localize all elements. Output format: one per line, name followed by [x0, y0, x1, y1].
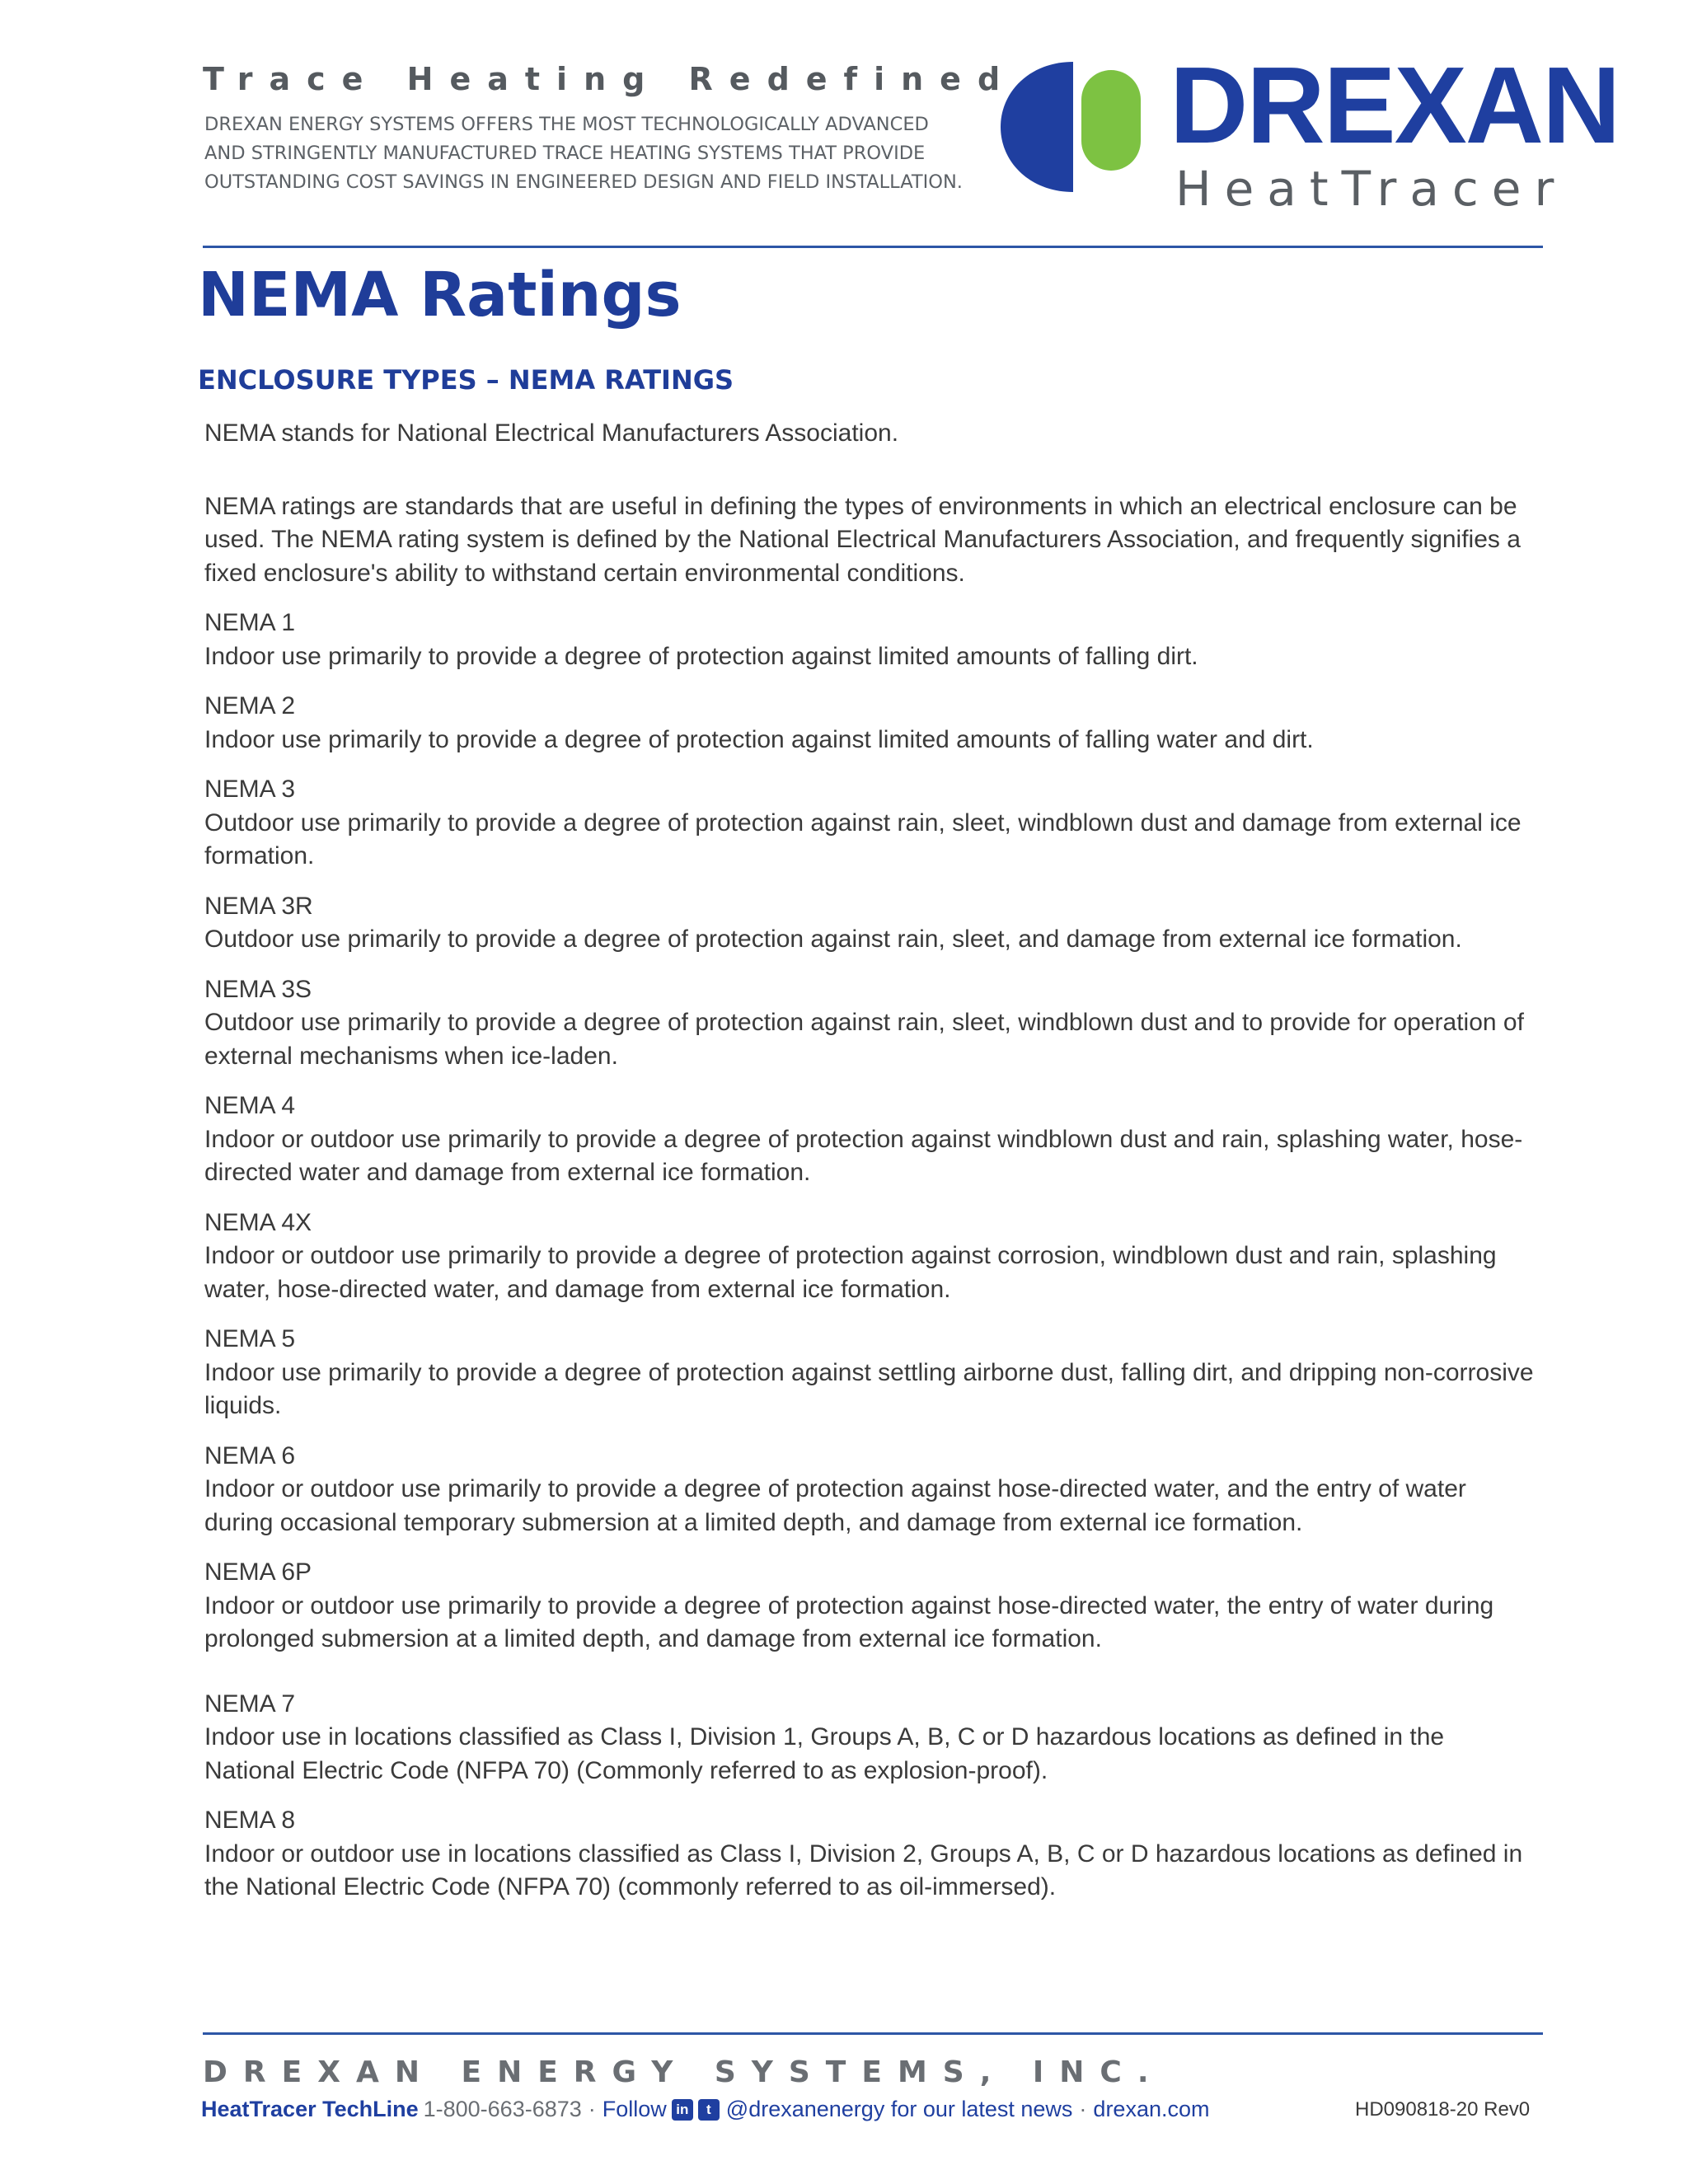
rating-description: Outdoor use primarily to provide a degree of protection against rain, sleet, windblown dust and damage from external ice formation. — [204, 808, 1522, 869]
rating-name: NEMA 8 — [204, 1807, 296, 1834]
footer-handle[interactable]: @drexanenergy for our latest news — [725, 2097, 1073, 2121]
footer-separator: · — [588, 2097, 596, 2121]
page-title: NEMA Ratings — [198, 260, 682, 330]
rating-name: NEMA 7 — [204, 1690, 296, 1718]
rating-name: NEMA 1 — [204, 609, 296, 636]
rating-description: Indoor use in locations classified as Class I, Division 1, Groups A, B, C or D hazardous locations as defined in the National Electric Code (NFPA 70) (Commonly referred to as explosion-proof). — [204, 1723, 1445, 1784]
rating-name: NEMA 6 — [204, 1441, 296, 1469]
logo-wordmark: DREXAN — [1170, 45, 1620, 166]
header-intro — [204, 110, 963, 197]
logo-subtitle: HeatTracer — [1175, 161, 1568, 217]
footer-phone: 1-800-663-6873 — [423, 2097, 582, 2121]
drexan-logo — [1001, 45, 1620, 221]
rating-description: Indoor or outdoor use primarily to provide a degree of protection against windblown dust and rain, splashing water, hose-directed water and damage from external ice formation. — [204, 1125, 1523, 1186]
footer-divider — [203, 2032, 1543, 2035]
section-heading: ENCLOSURE TYPES – NEMA RATINGS — [198, 364, 734, 396]
rating-name: NEMA 2 — [204, 692, 296, 719]
twitter-icon[interactable]: t — [698, 2099, 720, 2121]
intro-paragraph: NEMA ratings are standards that are useful in defining the types of environments in which an electrical enclosure can be used. The NEMA rating system is defined by the National Electrical Manufacturers Association, and frequently signifies a fixed enclosure's ability to withstand certain environmental conditions. — [204, 492, 1521, 587]
rating-name: NEMA 3S — [204, 975, 312, 1003]
rating-item — [204, 1207, 1540, 1307]
header-intro-line: AND STRINGENTLY MANUFACTURED TRACE HEATING SYSTEMS THAT PROVIDE — [204, 143, 926, 164]
footer-company-name: DREXAN ENERGY SYSTEMS, INC. — [203, 2055, 1165, 2089]
rating-description: Indoor or outdoor use primarily to provide a degree of protection against corrosion, windblown dust and rain, splashing water, hose-directed water, and damage from external ice formation. — [204, 1242, 1497, 1303]
drexan-logo-icon — [1001, 59, 1149, 195]
header-intro-line: OUTSTANDING COST SAVINGS IN ENGINEERED DESIGN AND FIELD INSTALLATION. — [204, 171, 963, 193]
rating-name: NEMA 5 — [204, 1325, 296, 1352]
rating-item — [204, 690, 1540, 757]
intro-paragraph: NEMA stands for National Electrical Manufacturers Association. — [204, 419, 899, 447]
header-divider — [203, 246, 1543, 248]
rating-description: Indoor use primarily to provide a degree of protection against settling airborne dust, falling dirt, and dripping non-corrosive liquids. — [204, 1358, 1534, 1419]
rating-item — [204, 1804, 1540, 1905]
header-tagline: Trace Heating Redefined — [203, 61, 1017, 97]
rating-description: Indoor use primarily to provide a degree of protection against limited amounts of falling water and dirt. — [204, 725, 1314, 753]
rating-description: Outdoor use primarily to provide a degree of protection against rain, sleet, and damage from external ice formation. — [204, 926, 1462, 953]
rating-name: NEMA 4X — [204, 1208, 312, 1236]
rating-name: NEMA 3 — [204, 776, 296, 803]
rating-description: Indoor use primarily to provide a degree of protection against limited amounts of falling dirt. — [204, 642, 1198, 670]
rating-description: Indoor or outdoor use primarily to provide a degree of protection against hose-directed water, and the entry of water during occasional temporary submersion at a limited depth, and damage from external ice formation. — [204, 1475, 1466, 1536]
rating-description: Indoor or outdoor use primarily to provide a degree of protection against hose-directed water, the entry of water during prolonged submersion at a limited depth, and damage from external ice formation. — [204, 1591, 1494, 1652]
footer-website-link[interactable]: drexan.com — [1093, 2097, 1210, 2121]
footer-contact-line — [201, 2097, 1210, 2122]
rating-description: Indoor or outdoor use in locations classified as Class I, Division 2, Groups A, B, C or D hazardous locations as defined in the National Electric Code (NFPA 70) (commonly referred to as oil-immersed). — [204, 1840, 1523, 1900]
footer-follow-label: Follow — [602, 2097, 667, 2121]
document-id: HD090818-20 Rev0 — [1355, 2098, 1531, 2121]
rating-item — [204, 1090, 1540, 1190]
rating-item — [204, 973, 1540, 1074]
rating-name: NEMA 4 — [204, 1092, 296, 1119]
rating-name: NEMA 6P — [204, 1558, 312, 1586]
rating-item — [204, 1323, 1540, 1423]
linkedin-icon[interactable]: in — [672, 2099, 693, 2121]
header-intro-line: DREXAN ENERGY SYSTEMS OFFERS THE MOST TECHNOLOGICALLY ADVANCED — [204, 114, 929, 135]
rating-item — [204, 1440, 1540, 1540]
rating-item — [204, 1556, 1540, 1657]
rating-item — [204, 1688, 1540, 1788]
rating-name: NEMA 3R — [204, 892, 313, 920]
footer-separator: · — [1079, 2097, 1087, 2121]
rating-description: Outdoor use primarily to provide a degree of protection against rain, sleet, windblown dust and to provide for operation of external mechanisms when ice-laden. — [204, 1009, 1524, 1070]
rating-item — [204, 607, 1540, 673]
footer-brand: HeatTracer TechLine — [201, 2097, 419, 2121]
rating-item — [204, 890, 1540, 957]
document-body — [204, 417, 1540, 1921]
rating-item — [204, 773, 1540, 874]
